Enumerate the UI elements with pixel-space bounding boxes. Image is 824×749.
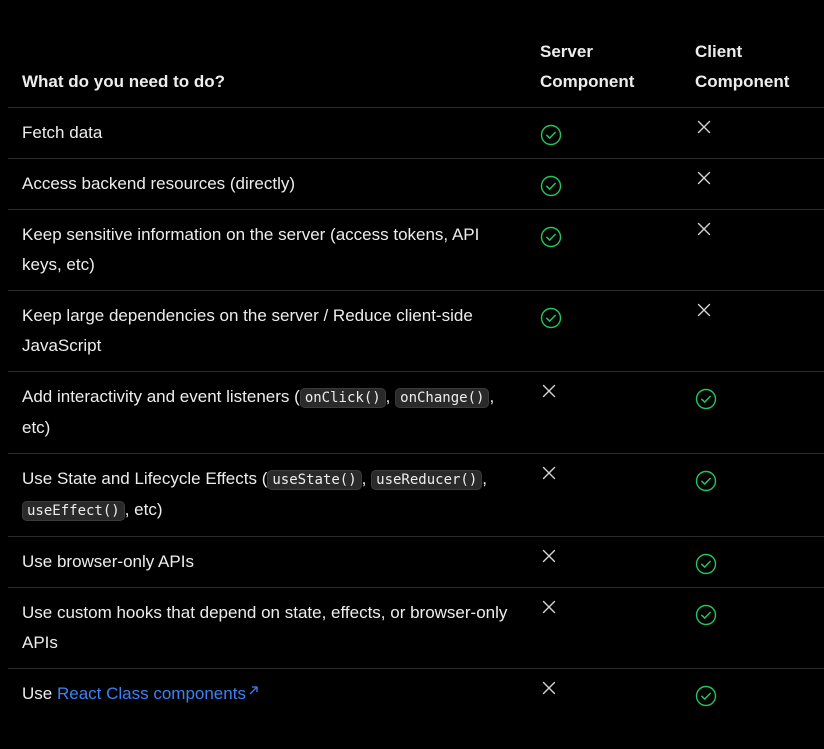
check-circle-icon (695, 604, 717, 626)
check-circle-icon (540, 175, 562, 197)
client-cell (681, 454, 824, 537)
code-useeffect: useEffect() (22, 501, 125, 521)
table-row (8, 291, 824, 372)
task-text: Add interactivity and event listeners ( (22, 387, 300, 406)
server-component-column-header: Server Component (526, 37, 681, 108)
code-onchange: onChange() (395, 388, 489, 408)
check-circle-icon (695, 553, 717, 575)
client-component-column-header: Client Component (681, 37, 824, 108)
task-cell (8, 372, 526, 454)
external-link-arrow-icon (248, 685, 259, 696)
x-mark-icon (541, 465, 557, 481)
table-row (8, 372, 824, 454)
task-text: Use custom hooks that depend on state, effects, or browser-only APIs (22, 603, 508, 652)
x-mark-icon (696, 170, 712, 186)
task-cell (8, 669, 526, 720)
server-cell (526, 372, 681, 454)
server-cell (526, 210, 681, 291)
check-circle-icon (540, 226, 562, 248)
table-row (8, 588, 824, 669)
server-cell (526, 159, 681, 210)
client-cell (681, 537, 824, 588)
task-cell (8, 454, 526, 537)
task-column-header: What do you need to do? (8, 37, 526, 108)
x-mark-icon (541, 680, 557, 696)
client-cell (681, 669, 824, 720)
check-circle-icon (540, 124, 562, 146)
check-circle-icon (695, 685, 717, 707)
task-text-tail: , etc) (124, 500, 163, 519)
separator: , (385, 387, 391, 406)
task-text: Keep sensitive information on the server (access tokens, API keys, etc) (22, 225, 480, 274)
separator: , (482, 469, 488, 488)
code-onclick: onClick() (300, 388, 386, 408)
client-cell (681, 210, 824, 291)
client-cell (681, 372, 824, 454)
separator: , (361, 469, 367, 488)
code-usestate: useState() (267, 470, 361, 490)
server-cell (526, 291, 681, 372)
x-mark-icon (696, 221, 712, 237)
x-mark-icon (696, 119, 712, 135)
x-mark-icon (541, 599, 557, 615)
task-text: Use State and Lifecycle Effects ( (22, 469, 268, 488)
table-row (8, 454, 824, 537)
check-circle-icon (695, 388, 717, 410)
task-cell (8, 108, 526, 159)
task-text: Fetch data (22, 123, 103, 142)
react-class-components-link[interactable] (57, 684, 259, 703)
client-cell (681, 159, 824, 210)
server-cell (526, 588, 681, 669)
code-usereducer: useReducer() (371, 470, 482, 490)
task-cell (8, 588, 526, 669)
table-row (8, 537, 824, 588)
server-cell (526, 454, 681, 537)
comparison-table (8, 37, 824, 719)
table-row (8, 108, 824, 159)
task-cell (8, 159, 526, 210)
task-text-tail: , etc) (22, 387, 495, 437)
x-mark-icon (541, 548, 557, 564)
task-text: Access backend resources (directly) (22, 174, 296, 193)
link-label: React Class components (56, 684, 246, 703)
x-mark-icon (696, 302, 712, 318)
task-cell (8, 537, 526, 588)
check-circle-icon (540, 307, 562, 329)
task-text: Use browser-only APIs (22, 552, 194, 571)
table-header-row (8, 37, 824, 108)
client-cell (681, 108, 824, 159)
task-cell (8, 210, 526, 291)
table-row (8, 159, 824, 210)
server-cell (526, 669, 681, 720)
table-row (8, 210, 824, 291)
client-cell (681, 588, 824, 669)
server-cell (526, 108, 681, 159)
task-cell (8, 291, 526, 372)
check-circle-icon (695, 470, 717, 492)
task-text: Use (22, 684, 57, 703)
x-mark-icon (541, 383, 557, 399)
task-text: Keep large dependencies on the server / Reduce client-side JavaScript (22, 306, 473, 355)
server-cell (526, 537, 681, 588)
table-row (8, 669, 824, 720)
client-cell (681, 291, 824, 372)
